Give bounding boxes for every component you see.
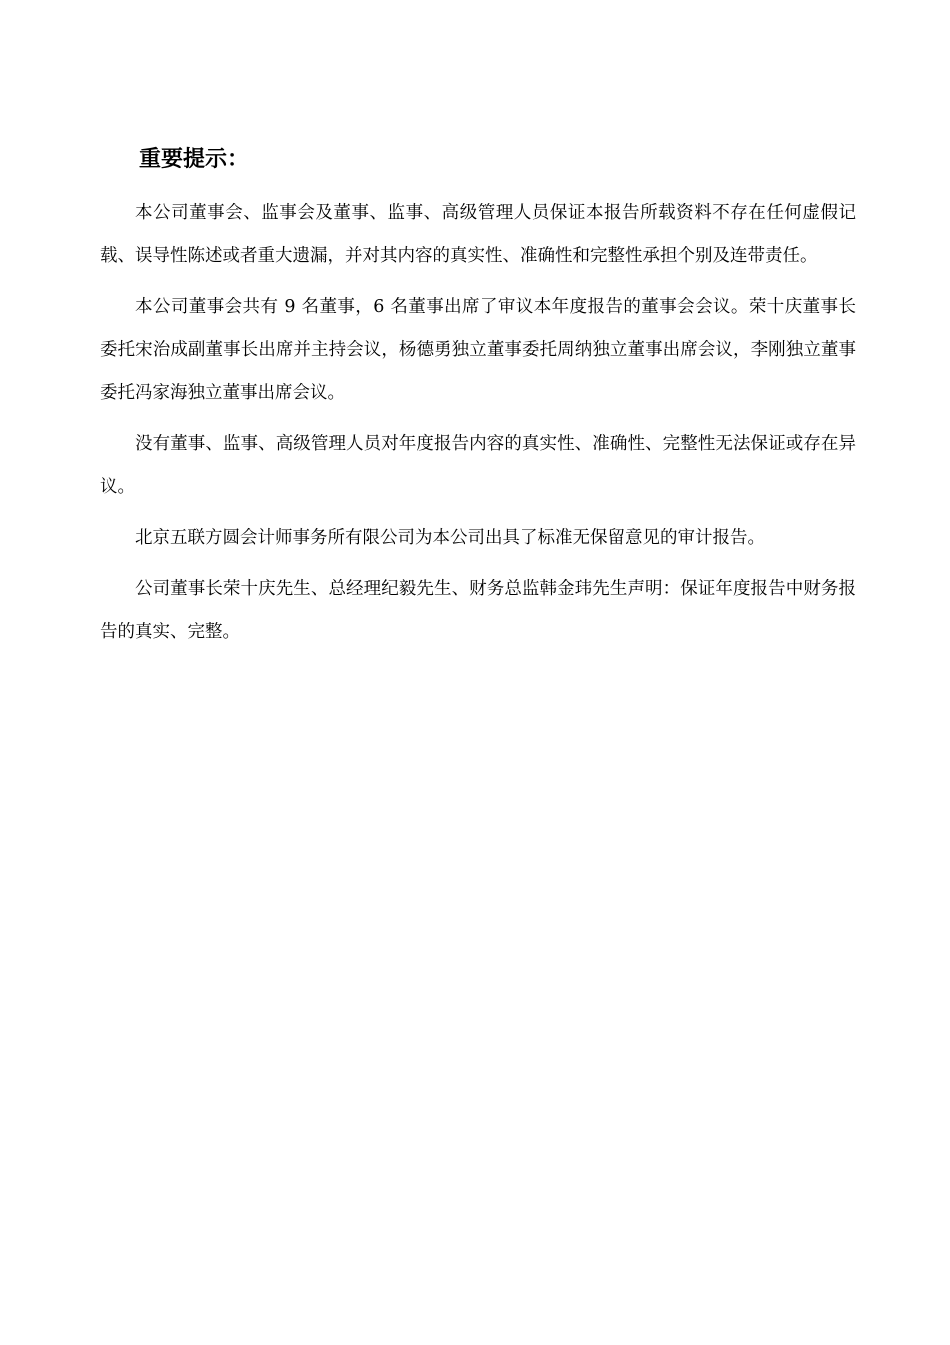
paragraph-responsibility-statement: 本公司董事会、监事会及董事、监事、高级管理人员保证本报告所载资料不存在任何虚假记载、误导性陈述或者重大遗漏，并对其内容的真实性、准确性和完整性承担个别及连带责任。 — [100, 203, 856, 266]
paragraph-executive-declaration: 公司董事长荣十庆先生、总经理纪毅先生、财务总监韩金玮先生声明：保证年度报告中财务报告的真实、完整。 — [100, 579, 856, 642]
paragraph-audit-opinion: 北京五联方圆会计师事务所有限公司为本公司出具了标准无保留意见的审计报告。 — [135, 528, 765, 548]
paragraph-board-attendance: 本公司董事会共有 9 名董事，6 名董事出席了审议本年度报告的董事会会议。荣十庆董事长委托宋治成副董事长出席并主持会议，杨德勇独立董事委托周纳独立董事出席会议，李刚独立董事委托冯家海独立董事出席会议。 — [100, 297, 856, 403]
section-heading: 重要提示： — [139, 147, 250, 172]
document-body — [100, 192, 856, 662]
paragraph-no-objection: 没有董事、监事、高级管理人员对年度报告内容的真实性、准确性、完整性无法保证或存在异议。 — [100, 434, 856, 497]
